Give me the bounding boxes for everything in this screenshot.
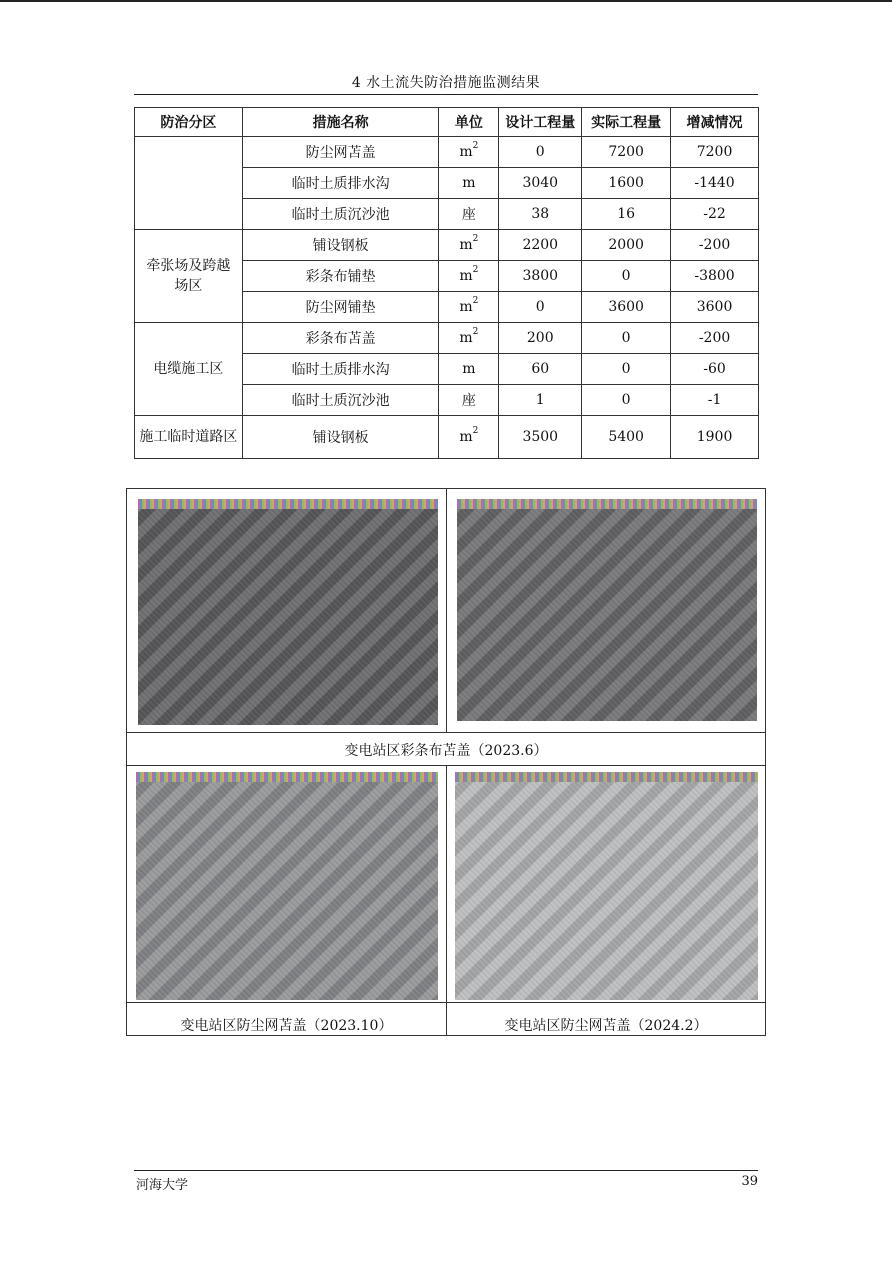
unit-cell: $m^2$ [439, 323, 499, 354]
change-cell: -200 [671, 323, 759, 354]
footer-university: 河海大学 [136, 1178, 189, 1193]
grid-divider [127, 732, 765, 733]
actual-cell: 2000 [582, 230, 671, 261]
grid-divider [446, 489, 447, 732]
change-cell: -200 [671, 230, 759, 261]
col-header-unit: 单位 [439, 108, 499, 137]
col-header-measure: 措施名称 [242, 108, 439, 137]
unit-cell: $m^2$ [439, 292, 499, 323]
design-cell: 2200 [499, 230, 582, 261]
measure-cell: 铺设钢板 [242, 230, 439, 261]
design-cell: 200 [499, 323, 582, 354]
page-header: 4 水土流失防治措施监测结果 [351, 75, 541, 91]
zone-cell: 牵张场及跨越场区 [135, 230, 243, 323]
actual-cell: 7200 [582, 137, 671, 168]
unit-cell: 座 [439, 385, 499, 416]
photo-caption: 变电站区防尘网苫盖（2024.2） [504, 1018, 708, 1034]
measure-cell: 临时土质排水沟 [242, 168, 439, 199]
actual-cell: 5400 [582, 416, 671, 459]
zone-cell: 施工临时道路区 [135, 416, 243, 459]
photo-caption: 变电站区防尘网苫盖（2023.10） [180, 1018, 393, 1034]
grid-divider [446, 765, 447, 1035]
zone-cell: 电缆施工区 [135, 323, 243, 416]
col-header-zone: 防治分区 [135, 108, 243, 137]
design-cell: 0 [499, 292, 582, 323]
site-photo [138, 499, 438, 725]
footer-rule [134, 1170, 758, 1171]
actual-cell: 0 [582, 261, 671, 292]
measure-cell: 铺设钢板 [242, 416, 439, 459]
table-row [135, 230, 759, 261]
change-cell: 3600 [671, 292, 759, 323]
actual-cell: 16 [582, 199, 671, 230]
measure-cell: 彩条布铺垫 [242, 261, 439, 292]
unit-cell: m [439, 354, 499, 385]
measure-cell: 临时土质沉沙池 [242, 385, 439, 416]
design-cell: 3040 [499, 168, 582, 199]
change-cell: -22 [671, 199, 759, 230]
unit-cell: 座 [439, 199, 499, 230]
site-photo [455, 772, 758, 1000]
col-header-design: 设计工程量 [499, 108, 582, 137]
col-header-change: 增减情况 [671, 108, 759, 137]
measure-cell: 临时土质排水沟 [242, 354, 439, 385]
actual-cell: 0 [582, 385, 671, 416]
site-photo [136, 772, 438, 1000]
unit-cell: $m^2$ [439, 416, 499, 459]
grid-divider [127, 1002, 765, 1003]
photo-grid [126, 488, 766, 1036]
top-border [0, 0, 892, 2]
measure-cell: 临时土质沉沙池 [242, 199, 439, 230]
unit-cell: $m^2$ [439, 261, 499, 292]
measure-cell: 彩条布苫盖 [242, 323, 439, 354]
design-cell: 38 [499, 199, 582, 230]
unit-cell: m [439, 168, 499, 199]
design-cell: 3800 [499, 261, 582, 292]
change-cell: -1440 [671, 168, 759, 199]
actual-cell: 3600 [582, 292, 671, 323]
unit-cell: $m^2$ [439, 137, 499, 168]
table-row [135, 416, 759, 459]
design-cell: 3500 [499, 416, 582, 459]
site-photo [457, 499, 757, 721]
actual-cell: 0 [582, 354, 671, 385]
zone-cell [135, 137, 243, 230]
page-number: 39 [741, 1174, 758, 1189]
change-cell: -60 [671, 354, 759, 385]
table-row [135, 323, 759, 354]
unit-cell: $m^2$ [439, 230, 499, 261]
actual-cell: 0 [582, 323, 671, 354]
change-cell: 7200 [671, 137, 759, 168]
change-cell: -3800 [671, 261, 759, 292]
photo-caption: 变电站区彩条布苫盖（2023.6） [344, 743, 548, 759]
change-cell: -1 [671, 385, 759, 416]
col-header-actual: 实际工程量 [582, 108, 671, 137]
table-row [135, 137, 759, 168]
change-cell: 1900 [671, 416, 759, 459]
measures-table [134, 107, 759, 459]
measure-cell: 防尘网铺垫 [242, 292, 439, 323]
design-cell: 60 [499, 354, 582, 385]
measure-cell: 防尘网苫盖 [242, 137, 439, 168]
actual-cell: 1600 [582, 168, 671, 199]
design-cell: 0 [499, 137, 582, 168]
table-header-row [135, 108, 759, 137]
header-rule [134, 94, 758, 95]
design-cell: 1 [499, 385, 582, 416]
